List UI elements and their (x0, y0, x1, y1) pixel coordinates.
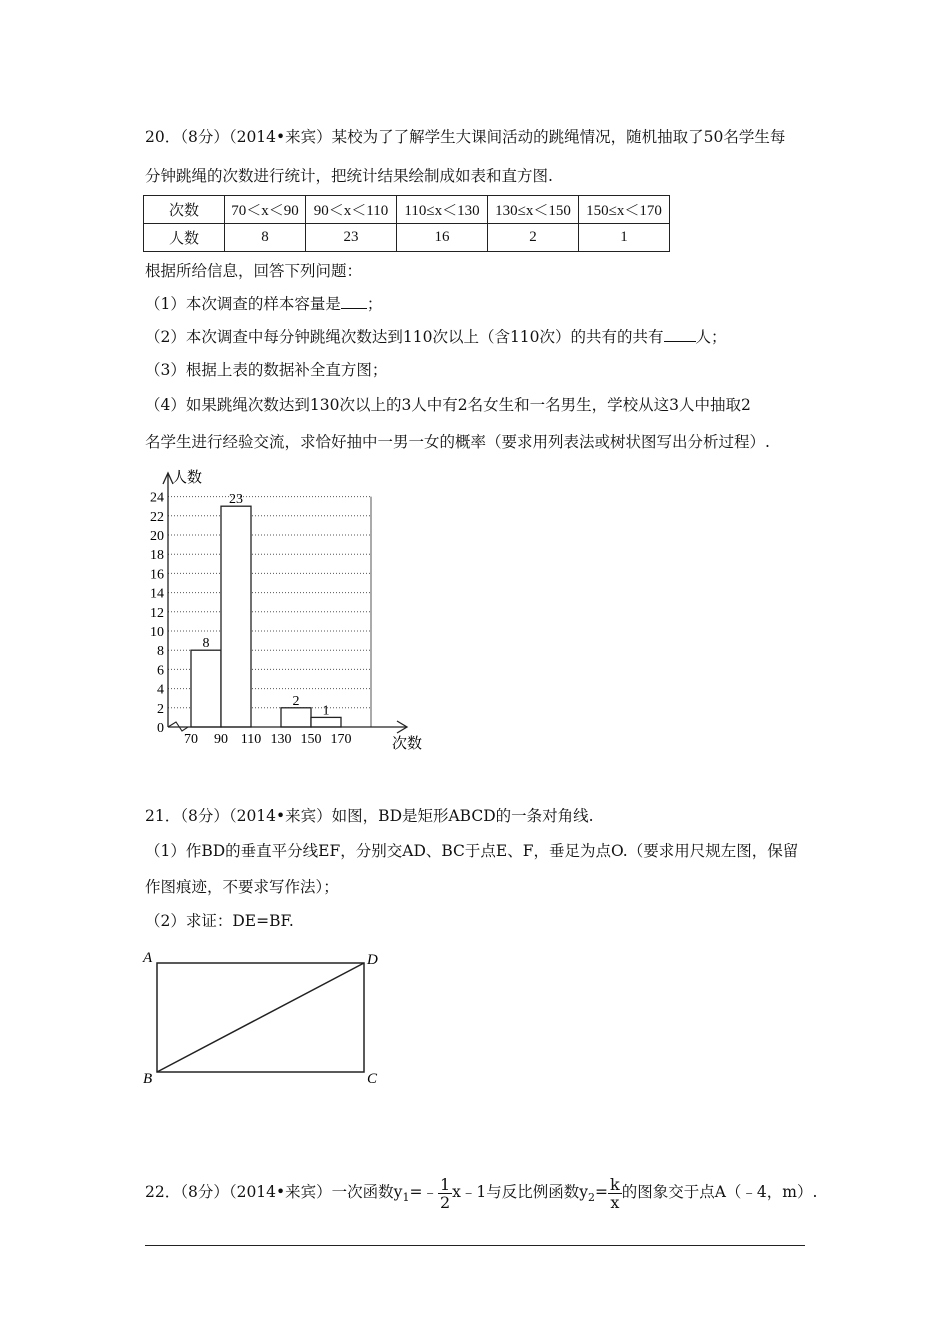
q21-line-2: （1）作BD的垂直平分线EF，分别交AD、BC于点E、F，垂足为点O.（要求用尺规左图，保留 (145, 842, 799, 860)
table-cell: 1 (579, 224, 670, 252)
histogram-bar (191, 650, 221, 727)
table-cell: 16 (397, 224, 488, 252)
vertex-label-d: D (367, 952, 378, 968)
table-cell: 23 (306, 224, 397, 252)
answer-blank (664, 327, 696, 342)
y-tick-label: 14 (150, 586, 164, 602)
table-row (144, 196, 670, 224)
q21-line-4: （2）求证：DE=BF. (145, 912, 294, 930)
q20-line-1: 20．（8分）（2014•来宾）某校为了了解学生大课间活动的跳绳情况，随机抽取了50名学生每 (145, 128, 786, 146)
x-axis-label: 次数 (392, 736, 423, 752)
q20-part-3: （3）根据上表的数据补全直方图； (145, 361, 388, 379)
fraction-one-half (438, 1176, 452, 1211)
footer-divider (145, 1245, 805, 1246)
y-tick-label: 20 (150, 529, 164, 544)
q22-line (145, 1172, 817, 1218)
table-header-cell: 次数 (144, 196, 225, 224)
x-tick-label: 150 (300, 732, 322, 747)
y-tick-label: 18 (150, 548, 164, 564)
table-cell: 130≤x＜150 (488, 196, 579, 224)
bar-value-label: 1 (322, 703, 330, 719)
diagonal-bd (157, 963, 364, 1072)
q21-line-1: 21．（8分）（2014•来宾）如图，BD是矩形ABCD的一条对角线. (145, 807, 594, 825)
q22-sub-2: 2 (588, 1191, 595, 1205)
y-tick-label: 0 (157, 721, 164, 736)
x-tick-label: 70 (184, 732, 198, 747)
q20-part-4-line-2: 名学生进行经验交流，求恰好抽中一男一女的概率（要求用列表法或树状图写出分析过程）. (145, 433, 770, 451)
y-tick-label: 2 (157, 701, 164, 717)
bar-value-label: 2 (292, 693, 300, 709)
bar-value-label: 8 (202, 636, 210, 652)
q20-part-1-text: （1）本次调查的样本容量是 (145, 295, 341, 313)
chart-bars (191, 492, 341, 727)
q20-part-2-end: 人； (695, 328, 727, 346)
q22-mid: x﹣1与反比例函数y (452, 1183, 588, 1201)
fraction-numerator: 1 (439, 1174, 451, 1194)
q20-part-2-text: （2）本次调查中每分钟跳绳次数达到110次以上（含110次）的共有的共有 (145, 328, 664, 346)
y-tick-label: 16 (150, 567, 164, 583)
table-cell: 90＜x＜110 (306, 196, 397, 224)
q20-line-2: 分钟跳绳的次数进行统计，把统计结果绘制成如表和直方图. (145, 167, 553, 185)
histogram-bar (221, 506, 251, 727)
q20-part-1-end: ； (366, 295, 383, 313)
histogram-bar (281, 708, 311, 727)
frequency-table (143, 195, 670, 252)
q20-part-2 (145, 327, 727, 347)
table-cell: 150≤x＜170 (579, 196, 670, 224)
x-tick-label: 170 (330, 732, 352, 747)
q22-prefix: 22．（8分）（2014•来宾）一次函数y (145, 1183, 403, 1201)
x-tick-label: 110 (240, 732, 262, 747)
table-header-cell: 人数 (144, 224, 225, 252)
q22-suffix: 的图象交于点A（﹣4，m）. (621, 1183, 818, 1201)
table-cell: 110≤x＜130 (397, 196, 488, 224)
y-tick-label: 10 (150, 625, 164, 640)
vertex-label-c: C (367, 1071, 378, 1087)
q21-line-3: 作图痕迹，不要求写作法）； (145, 878, 339, 896)
fraction-numerator: k (610, 1174, 620, 1194)
answer-blank (341, 294, 367, 309)
table-cell: 70＜x＜90 (225, 196, 306, 224)
bar-value-label: 23 (229, 492, 243, 508)
rectangle-figure (138, 946, 388, 1091)
x-tick-label: 90 (214, 732, 228, 747)
y-tick-label: 22 (150, 509, 164, 525)
q22-eq-1: =﹣ (409, 1183, 438, 1201)
y-tick-label: 6 (157, 663, 164, 679)
table-cell: 8 (225, 224, 306, 252)
y-tick-label: 8 (157, 644, 164, 660)
table-cell: 2 (488, 224, 579, 252)
q20-part-4-line-1: （4）如果跳绳次数达到130次以上的3人中有2名女生和一名男生，学校从这3人中抽取2 (145, 396, 751, 414)
y-tick-label: 24 (150, 490, 164, 506)
vertex-label-a: A (143, 950, 153, 966)
y-tick-label: 4 (157, 682, 164, 698)
q22-eq-2: = (595, 1183, 608, 1201)
histogram-bar (311, 717, 341, 727)
q22-sub-1: 1 (402, 1191, 410, 1205)
x-tick-label: 130 (270, 732, 292, 747)
fraction-denominator: x (610, 1192, 620, 1212)
q20-intro: 根据所给信息，回答下列问题： (145, 262, 363, 280)
fraction-k-over-x (608, 1176, 622, 1211)
y-axis-label: 人数 (172, 470, 203, 486)
table-row (144, 224, 670, 252)
q20-part-1 (145, 294, 382, 314)
histogram-chart (138, 462, 438, 757)
vertex-label-b: B (143, 1071, 153, 1087)
fraction-denominator: 2 (439, 1192, 451, 1212)
y-tick-label: 12 (150, 605, 164, 621)
